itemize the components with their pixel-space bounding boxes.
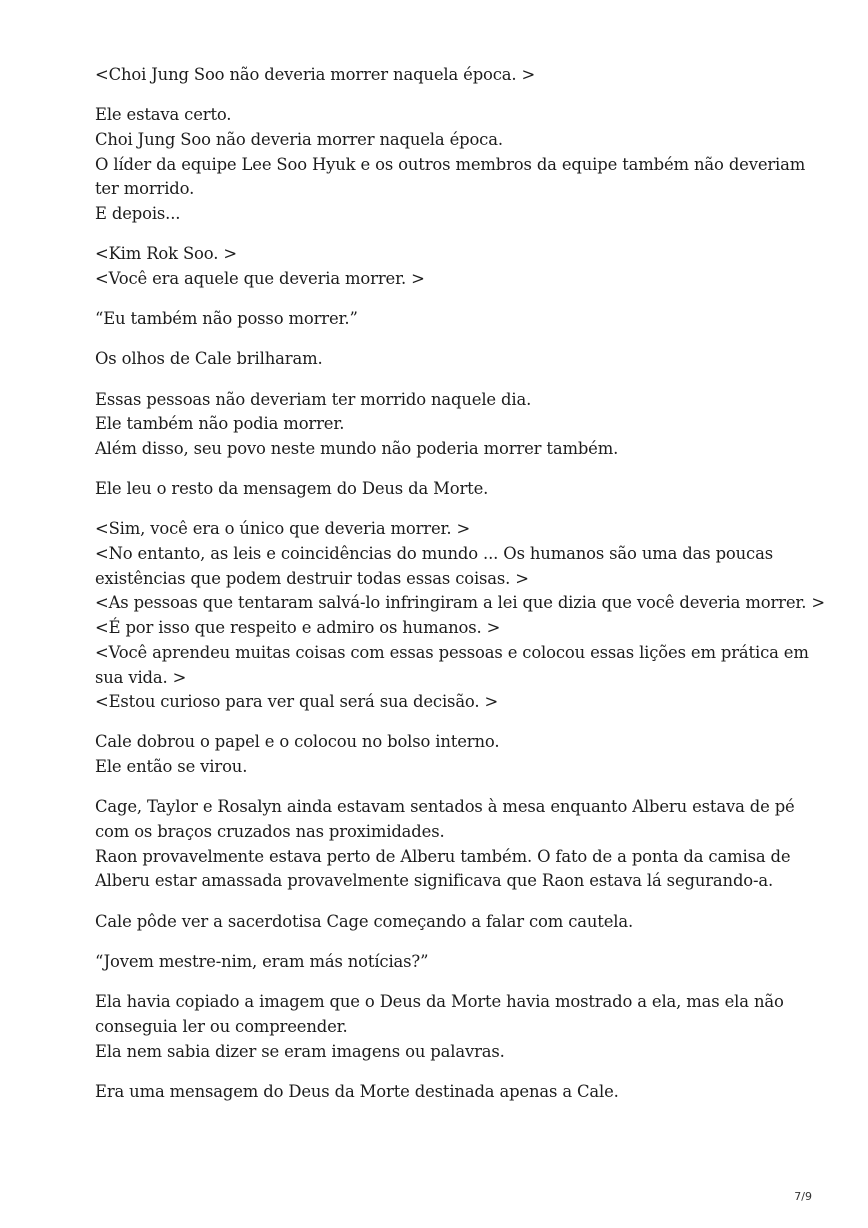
text-line: <As pessoas que tentaram salvá-lo infringiram a lei que dizia que você deveria morrer. > (95, 593, 825, 613)
text-line: ter morrido. (95, 179, 195, 199)
text-line: Ele leu o resto da mensagem do Deus da Morte. (95, 479, 489, 499)
paragraph (95, 517, 825, 715)
text-line: Choi Jung Soo não deveria morrer naquela época. (95, 129, 503, 149)
text-line: conseguia ler ou compreender. (95, 1016, 348, 1036)
paragraph (95, 307, 795, 332)
text-line: <É por isso que respeito e admiro os humanos. > (95, 618, 501, 638)
paragraph (95, 242, 795, 291)
document-body (95, 63, 825, 1120)
text-line: Cale dobrou o papel e o colocou no bolso interno. (95, 732, 500, 752)
text-line: E depois... (95, 204, 181, 224)
paragraph (95, 1080, 795, 1105)
text-line: Ela nem sabia dizer se eram imagens ou palavras. (95, 1041, 505, 1061)
text-line: Era uma mensagem do Deus da Morte destinada apenas a Cale. (95, 1081, 619, 1101)
text-line: “Jovem mestre-nim, eram más notícias?” (95, 951, 429, 971)
paragraph (95, 910, 795, 935)
text-line: <Sim, você era o único que deveria morrer. > (95, 519, 471, 539)
text-line: Ela havia copiado a imagem que o Deus da Morte havia mostrado a ela, mas ela não (95, 992, 784, 1012)
paragraph (95, 950, 795, 975)
text-line: Cale pôde ver a sacerdotisa Cage começando a falar com cautela. (95, 911, 634, 931)
text-line: Ele então se virou. (95, 757, 248, 777)
text-line: com os braços cruzados nas proximidades. (95, 822, 445, 842)
text-line: “Eu também não posso morrer.” (95, 309, 358, 329)
page-number: 7/9 (794, 1190, 812, 1203)
text-line: Raon provavelmente estava perto de Alberu também. O fato de a ponta da camisa de (95, 846, 791, 866)
paragraph (95, 103, 806, 227)
text-line: Ele também não podia morrer. (95, 414, 345, 434)
text-line: Além disso, seu povo neste mundo não poderia morrer também. (95, 438, 619, 458)
text-line: Ele estava certo. (95, 105, 232, 125)
paragraph (95, 63, 795, 88)
text-line: sua vida. > (95, 667, 187, 687)
text-line: Cage, Taylor e Rosalyn ainda estavam sentados à mesa enquanto Alberu estava de pé (95, 797, 795, 817)
paragraph (95, 990, 795, 1064)
paragraph (95, 347, 795, 372)
text-line: Essas pessoas não deveriam ter morrido naquele dia. (95, 389, 532, 409)
text-line: <Estou curioso para ver qual será sua decisão. > (95, 692, 499, 712)
paragraph (95, 388, 795, 462)
text-line: O líder da equipe Lee Soo Hyuk e os outros membros da equipe também não deveriam (95, 154, 806, 174)
text-line: <No entanto, as leis e coincidências do mundo ... Os humanos são uma das poucas (95, 544, 773, 564)
text-line: <Você aprendeu muitas coisas com essas pessoas e colocou essas lições em prática em (95, 642, 809, 662)
text-line: <Kim Rok Soo. > (95, 244, 237, 264)
text-line: existências que podem destruir todas essas coisas. > (95, 568, 529, 588)
text-line: <Choi Jung Soo não deveria morrer naquela época. > (95, 65, 536, 84)
paragraph (95, 795, 795, 894)
paragraph (95, 730, 795, 779)
text-line: <Você era aquele que deveria morrer. > (95, 268, 425, 288)
paragraph (95, 477, 795, 502)
text-line: Alberu estar amassada provavelmente significava que Raon estava lá segurando-a. (95, 871, 774, 891)
text-line: Os olhos de Cale brilharam. (95, 349, 323, 369)
